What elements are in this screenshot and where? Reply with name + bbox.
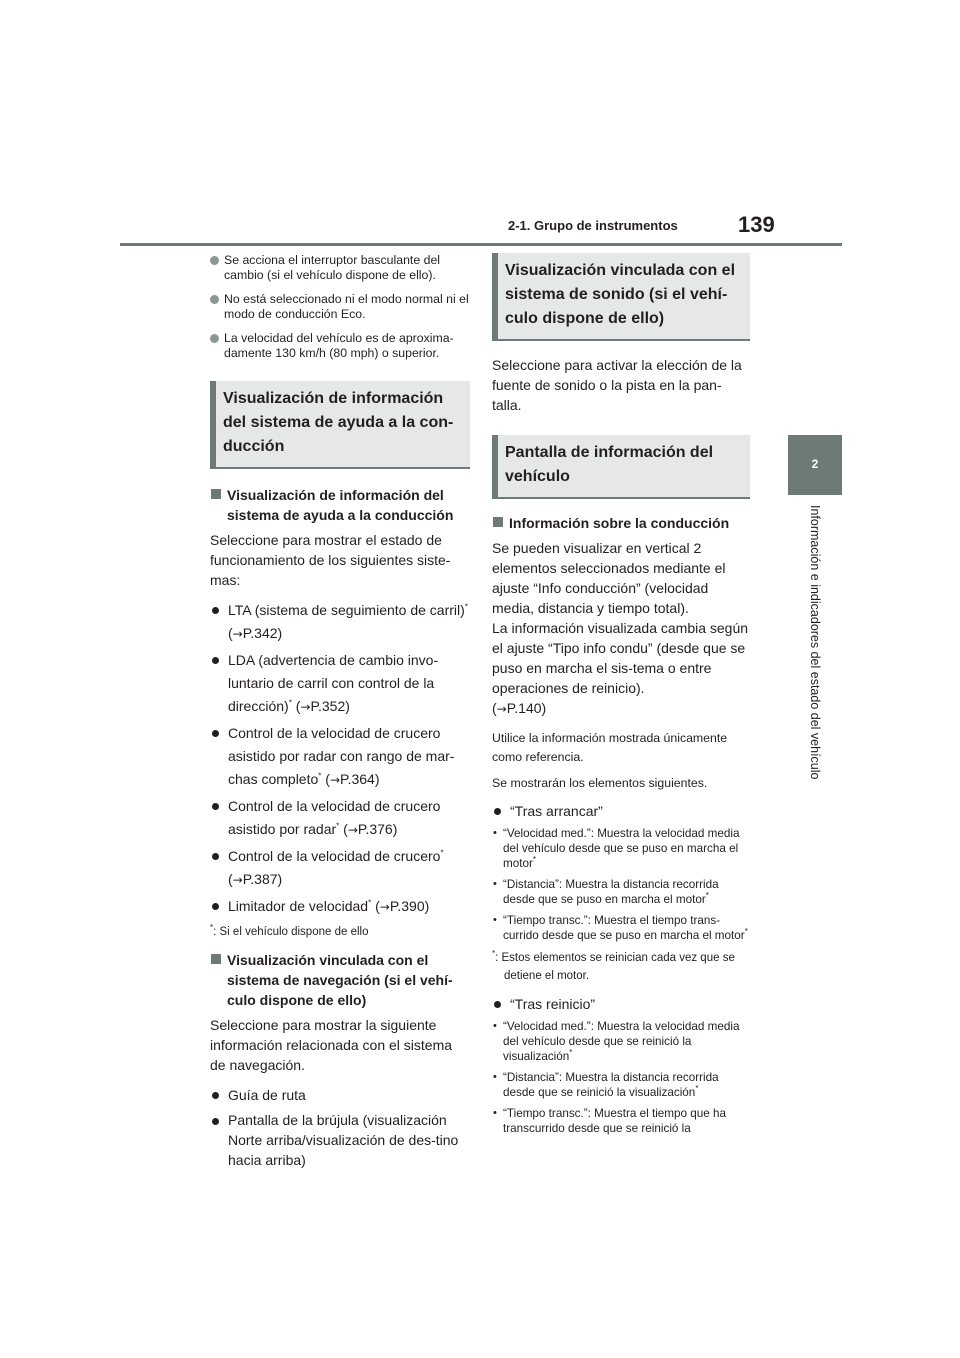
system-text: Control de la velocidad de crucero asistido por radar con rango de mar-chas completo [228,725,455,787]
item-text: “Distancia”: Muestra la distancia recorrida desde que se reinició la visualización [503,1071,719,1099]
footnote-text: : Estos elementos se reinician cada vez que se detiene el motor. [495,952,735,982]
footnote-mark: * [569,1048,573,1058]
system-text: LDA (advertencia de cambio invo-luntario de carril con control de la dirección) [228,652,439,714]
item-text: “Distancia”: Muestra la distancia recorrida desde que se puso en marcha el motor [503,878,719,906]
footnote-mark: * [288,698,292,708]
chapter-tab: 2 [788,435,842,495]
section-heading-vehicle-info: Pantalla de información del vehículo [492,435,750,499]
after-start-item [492,877,750,907]
item-text: “Velocidad med.”: Muestra la velocidad media del vehículo desde que se puso en marcha el motor [503,827,740,870]
arrow-icon: → [379,900,390,914]
driving-text-2: La información visualizada cambia según el ajuste “Tipo info condu” (desde que se puso en marcha el sis-tema o entre operaciones de reinicio). (→P.140) [492,620,749,716]
assist-intro: Seleccione para mostrar el estado de funcionamiento de los siguientes siste-mas: [210,532,451,588]
system-item-full-range-radar-cruise: Control de la velocidad de crucero asistido por radar con rango de mar-chas completo* (→P.364) [210,722,470,792]
right-column [492,253,750,1142]
footnote-mark: * [744,927,748,937]
footnote-vehicle-equipped [210,922,470,942]
nav-item-route-guidance: Guía de ruta [210,1084,470,1107]
system-text: Control de la velocidad de crucero asistido por radar [228,798,441,837]
after-reset-title: “Tras reinicio” [492,993,750,1016]
footnote-mark: * [336,821,340,831]
after-start-item [492,913,750,943]
page-number: 139 [738,212,775,237]
driving-text-2-body: La información visualizada cambia según el ajuste “Tipo info condu” (desde que se puso en marcha el sis-tema o entre operaciones de reinicio). [492,620,749,696]
after-start-item [492,826,750,871]
section-heading-assist: Visualización de información del sistema de ayuda a la con-ducción [210,381,470,469]
page-ref-link[interactable]: P.364 [340,771,375,787]
system-text: Limitador de velocidad [228,898,369,914]
page-ref-link[interactable]: P.376 [357,821,393,837]
arrow-icon: → [232,873,243,887]
arrow-icon: → [300,700,311,714]
after-start-footnote [492,949,750,985]
reference-note: Utilice la información mostrada únicamente como referencia. [492,731,728,764]
footnote-mark: * [464,602,468,612]
footnote-mark: * [532,855,537,865]
chapter-title: Información e indicadores del estado del vehículo [808,505,822,780]
nav-item-compass: Pantalla de la brújula (visualización Norte arriba/visualización de des-tino hacia arriba) [210,1110,470,1170]
item-text: “Tiempo transc.”: Muestra el tiempo trans-currido desde que se puso en marcha el motor [503,914,745,942]
system-text: LTA (sistema de seguimiento de carril) [228,602,465,618]
footnote-mark: * [318,771,322,781]
footnote-text: : Si el vehículo dispone de ello [213,926,369,938]
condition-item: No está seleccionado ni el modo normal ni el modo de conducción Eco. [210,292,470,322]
subheading-assist: Visualización de información del sistema de ayuda a la conducción [210,485,470,525]
sound-text: Seleccione para activar la elección de la fuente de sonido o la pista en la pan-talla. [492,357,742,413]
page-ref-link[interactable]: P.342 [242,625,278,641]
item-text: “Velocidad med.”: Muestra la velocidad media del vehículo desde que se reinició la visualización [503,1020,740,1063]
system-item-lda: LDA (advertencia de cambio invo-luntario de carril con control de la dirección)* (→P.352) [210,649,470,719]
footnote-mark: * [210,923,214,933]
after-start-title: “Tras arrancar” [492,800,750,823]
elements-intro: Se mostrarán los elementos siguientes. [492,776,708,790]
left-column [210,253,470,1173]
page-ref-link[interactable]: P.352 [310,698,346,714]
section-header-title: 2-1. Grupo de instrumentos [508,218,678,233]
page-ref-link[interactable]: P.387 [242,871,278,887]
arrow-icon: → [232,627,243,641]
system-item-speed-limiter: Limitador de velocidad* (→P.390) [210,895,470,919]
after-reset-item [492,1019,750,1064]
system-item-radar-cruise: Control de la velocidad de crucero asistido por radar* (→P.376) [210,795,470,842]
footnote-mark: * [695,1084,699,1094]
arrow-icon: → [329,773,341,787]
footnote-mark: * [368,898,372,908]
navigation-intro: Seleccione para mostrar la siguiente información relacionada con el sistema de navegación. [210,1017,453,1073]
subheading-driving-info: Información sobre la conducción [492,513,750,533]
footnote-mark: * [440,848,444,858]
condition-item: Se acciona el interruptor basculante del cambio (si el vehículo dispone de ello). [210,253,470,283]
after-reset-item: • “Tiempo transc.”: Muestra el tiempo que ha transcurrido desde que se reinició la [492,1106,750,1136]
header-rule [120,243,842,246]
arrow-icon: → [347,823,358,837]
system-item-cruise-control: Control de la velocidad de crucero* (→P.387) [210,845,470,892]
system-item-lta: LTA (sistema de seguimiento de carril)* (→P.342) [210,599,470,646]
footnote-mark: * [492,949,496,959]
arrow-icon: → [496,702,507,716]
subheading-navigation: Visualización vinculada con el sistema de navegación (si el vehí-culo dispone de ello) [210,950,470,1010]
driving-text-1: Se pueden visualizar en vertical 2 elementos seleccionados mediante el ajuste “Info conducción” (velocidad media, distancia y tiempo total). [492,540,726,616]
footnote-mark: * [705,891,709,901]
section-heading-sound: Visualización vinculada con el sistema de sonido (si el vehí-culo dispone de ello) [492,253,750,341]
condition-item: La velocidad del vehículo es de aproxima-damente 130 km/h (80 mph) o superior. [210,331,470,361]
after-reset-item [492,1070,750,1100]
system-text: Control de la velocidad de crucero [228,848,441,864]
page-ref-link[interactable]: P.140 [506,700,542,716]
page-ref-link[interactable]: P.390 [389,898,425,914]
